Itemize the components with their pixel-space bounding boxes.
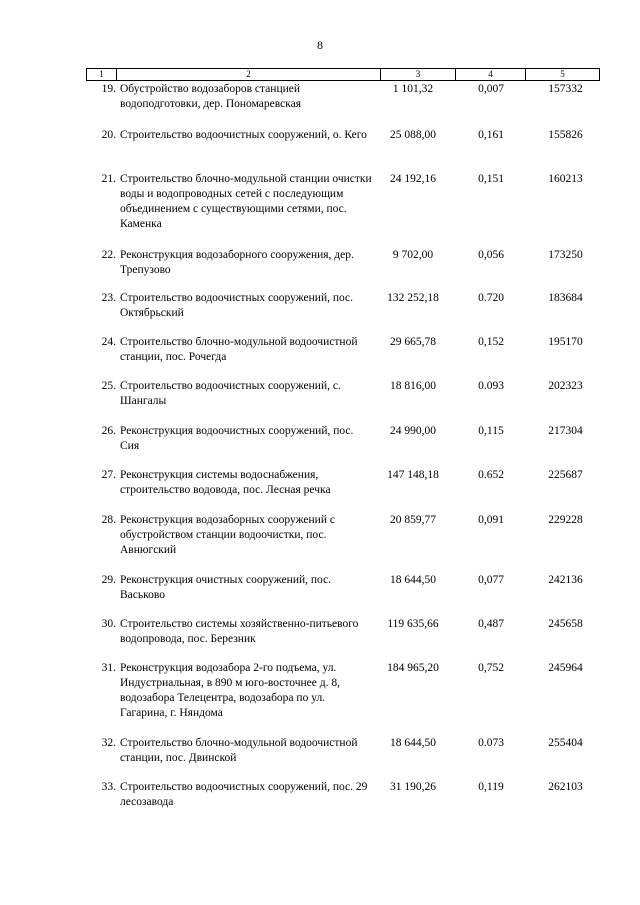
capacity-value: 0,119 — [478, 781, 504, 793]
object-name: Реконструкция водозаборного сооружения, дер. Трепузово — [120, 249, 354, 276]
object-name: Реконструкция водозабора 2-го подъема, ул. Индустриальная, в 890 м юго-восточнее д. 8, водозабора Телецентра, водозабора по ул. Гагарина, г. Няндома — [120, 662, 340, 719]
object-name: Строительство водоочистных сооружений, пос. 29 лесозавода — [120, 781, 368, 808]
cost-value: 25 088,00 — [390, 129, 436, 141]
capacity-value: 0.720 — [478, 292, 504, 304]
capacity-value: 0.093 — [478, 380, 504, 392]
object-name: Строительство водоочистных сооружений, пос. Октябрьский — [120, 292, 354, 319]
capacity-value: 0,152 — [478, 336, 504, 348]
object-code: 183684 — [548, 292, 583, 304]
object-code: 195170 — [548, 336, 583, 348]
object-code: 202323 — [548, 380, 583, 392]
header-col-3: 3 — [381, 69, 456, 80]
cost-value: 31 190,26 — [390, 781, 436, 793]
cost-value: 20 859,77 — [390, 514, 436, 526]
object-name: Реконструкция водоочистных сооружений, пос. Сия — [120, 425, 354, 452]
row-number: 28. — [101, 514, 116, 526]
row-number: 26. — [101, 425, 116, 437]
row-number: 31. — [101, 662, 116, 674]
cost-value: 18 644,50 — [390, 574, 436, 586]
row-number: 20. — [101, 129, 116, 141]
cost-value: 119 635,66 — [387, 618, 439, 630]
object-code: 217304 — [548, 425, 583, 437]
capacity-value: 0.652 — [478, 469, 504, 481]
capacity-value: 0,007 — [478, 83, 504, 95]
row-number: 21. — [101, 173, 116, 185]
capacity-value: 0,487 — [478, 618, 504, 630]
object-name: Обустройство водозаборов станцией водоподготовки, дер. Пономаревская — [120, 83, 301, 110]
row-number: 29. — [101, 574, 116, 586]
capacity-value: 0.073 — [478, 737, 504, 749]
object-code: 245964 — [548, 662, 583, 674]
capacity-value: 0,077 — [478, 574, 504, 586]
object-code: 255404 — [548, 737, 583, 749]
capacity-value: 0,151 — [478, 173, 504, 185]
row-number: 22. — [101, 249, 116, 261]
row-number: 33. — [101, 781, 116, 793]
row-number: 25. — [101, 380, 116, 392]
object-code: 157332 — [548, 83, 583, 95]
cost-value: 29 665,78 — [390, 336, 436, 348]
object-name: Строительство системы хозяйственно-питьевого водопровода, пос. Березник — [120, 618, 359, 645]
capacity-value: 0,091 — [478, 514, 504, 526]
object-code: 245658 — [548, 618, 583, 630]
cost-value: 9 702,00 — [392, 249, 434, 261]
row-number: 30. — [101, 618, 116, 630]
object-name: Реконструкция системы водоснабжения, строительство водовода, пос. Лесная речка — [120, 469, 331, 496]
object-name: Строительство водоочистных сооружений, о. Кего — [120, 129, 367, 141]
cost-value: 147 148,18 — [387, 469, 439, 481]
header-col-2: 2 — [117, 69, 381, 80]
cost-value: 18 816,00 — [390, 380, 436, 392]
object-name: Строительство блочно-модульной станции очистки воды и водопроводных сетей с последующим объединением с существующими сетями, пос. Каменка — [120, 173, 372, 230]
row-number: 23. — [101, 292, 116, 304]
cost-value: 1 101,32 — [392, 83, 434, 95]
cost-value: 24 192,16 — [390, 173, 436, 185]
object-code: 173250 — [548, 249, 583, 261]
capacity-value: 0,161 — [478, 129, 504, 141]
object-name: Строительство водоочистных сооружений, с. Шангалы — [120, 380, 341, 407]
object-code: 242136 — [548, 574, 583, 586]
cost-value: 18 644,50 — [390, 737, 436, 749]
object-code: 262103 — [548, 781, 583, 793]
object-name: Строительство блочно-модульной водоочистной станции, пос. Двинской — [120, 737, 358, 764]
capacity-value: 0,056 — [478, 249, 504, 261]
cost-value: 184 965,20 — [387, 662, 439, 674]
header-col-1: 1 — [87, 69, 117, 80]
object-code: 160213 — [548, 173, 583, 185]
row-number: 24. — [101, 336, 116, 348]
table-header — [86, 68, 600, 81]
row-number: 19. — [101, 83, 116, 95]
cost-value: 24 990,00 — [390, 425, 436, 437]
object-code: 155826 — [548, 129, 583, 141]
row-number: 27. — [101, 469, 116, 481]
object-name: Реконструкция очистных сооружений, пос. Васьково — [120, 574, 332, 601]
object-code: 229228 — [548, 514, 583, 526]
cost-value: 132 252,18 — [387, 292, 439, 304]
capacity-value: 0,115 — [478, 425, 504, 437]
object-code: 225687 — [548, 469, 583, 481]
row-number: 32. — [101, 737, 116, 749]
object-name: Строительство блочно-модульной водоочистной станции, пос. Рочегда — [120, 336, 358, 363]
capacity-value: 0,752 — [478, 662, 504, 674]
page-number: 8 — [317, 38, 323, 52]
header-col-4: 4 — [456, 69, 526, 80]
header-col-5: 5 — [560, 69, 565, 79]
object-name: Реконструкция водозаборных сооружений с обустройством станции водоочистки, пос. Авнюгский — [120, 514, 335, 556]
